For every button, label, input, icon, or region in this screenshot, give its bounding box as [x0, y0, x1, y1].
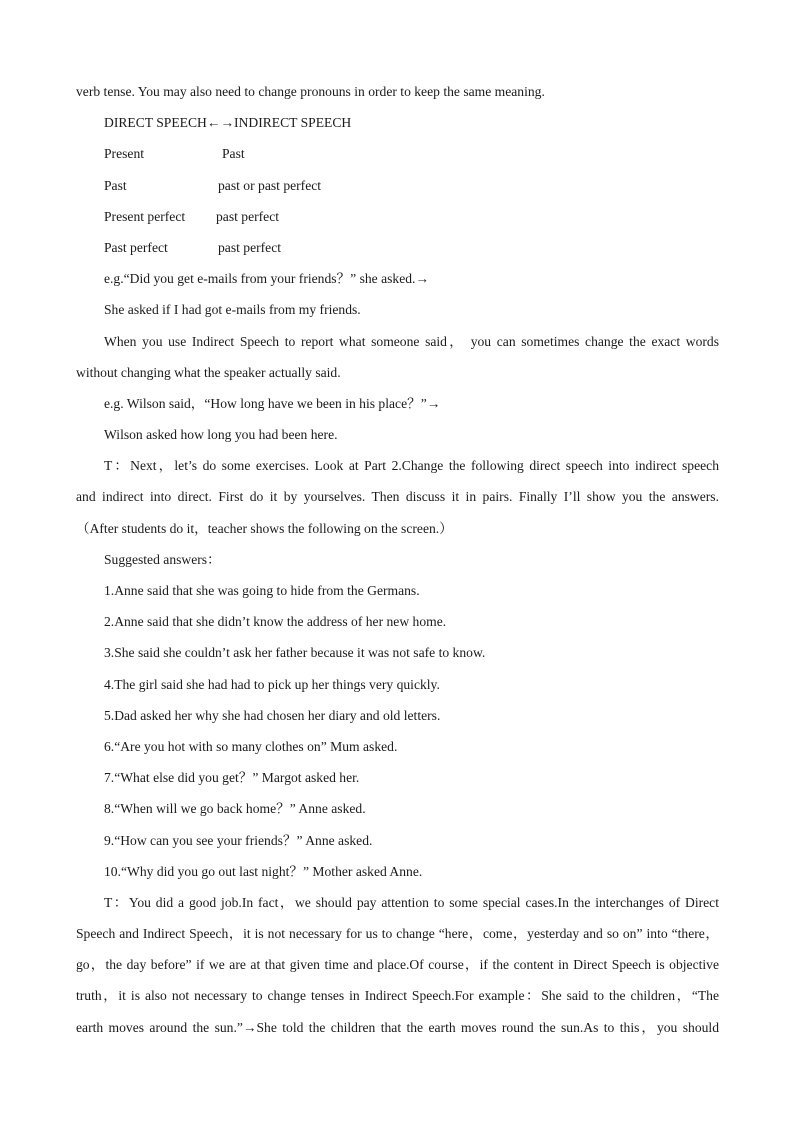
tense-indirect: past or past perfect — [218, 177, 322, 193]
tense-row — [76, 142, 719, 173]
tense-indirect: past perfect — [216, 208, 280, 224]
tense-row — [76, 205, 719, 236]
tense-direct: Present perfect — [104, 208, 186, 224]
answer-item: 7.“What else did you get？” Margot asked her. — [104, 770, 360, 786]
tense-indirect: past perfect — [218, 239, 282, 255]
answer-item: 9.“How can you see your friends？” Anne asked. — [104, 832, 373, 848]
answer-item: 6.“Are you hot with so many clothes on” Mum asked. — [104, 738, 398, 754]
paragraph-line: earth moves around the sun.”→She told the children that the earth moves round the sun.As to this，you should — [76, 1019, 719, 1035]
paragraph-line: （After students do it，teacher shows the following on the screen.） — [76, 520, 453, 536]
example-line: She asked if I had got e-mails from my friends. — [104, 302, 361, 318]
paragraph-line: without changing what the speaker actually said. — [76, 364, 341, 380]
example-line: Wilson asked how long you had been here. — [104, 427, 338, 443]
answer-item: 4.The girl said she had had to pick up her things very quickly. — [104, 676, 440, 692]
paragraph-line: verb tense. You may also need to change pronouns in order to keep the same meaning. — [76, 84, 545, 99]
paragraph-line: go，the day before” if we are at that given time and place.Of course，if the content in Direct Speech is objective — [76, 957, 719, 973]
answers-heading: Suggested answers： — [104, 551, 221, 567]
paragraph-line: When you use Indirect Speech to report what someone said， you can sometimes change the exact words — [104, 333, 719, 349]
paragraph-line: T：Next，let’s do some exercises. Look at Part 2.Change the following direct speech into indirect speech — [104, 458, 719, 474]
paragraph-line: T：You did a good job.In fact，we should pay attention to some special cases.In the interchanges of Direct — [104, 894, 719, 910]
table-heading: DIRECT SPEECH←→INDIRECT SPEECH — [104, 115, 352, 131]
answer-item: 3.She said she couldn’t ask her father because it was not safe to know. — [104, 645, 486, 661]
answer-item: 2.Anne said that she didn’t know the address of her new home. — [104, 614, 447, 630]
paragraph-line: and indirect into direct. First do it by yourselves. Then discuss it in pairs. Finally I’ll show you the answers. — [76, 489, 719, 505]
answer-item: 8.“When will we go back home？” Anne asked. — [104, 801, 366, 817]
paragraph-line: Speech and Indirect Speech，it is not necessary for us to change “here，come，yesterday and so on” into “there， — [76, 926, 719, 942]
tense-indirect: Past — [222, 146, 245, 162]
tense-row — [76, 236, 719, 267]
answer-item: 10.“Why did you go out last night？” Mother asked Anne. — [104, 863, 423, 879]
document-page — [76, 80, 719, 1047]
tense-direct: Past perfect — [104, 239, 168, 255]
tense-row — [76, 174, 719, 205]
tense-direct: Past — [104, 177, 127, 193]
example-line: e.g. Wilson said，“How long have we been in his place？”→ — [104, 395, 441, 411]
example-line: e.g.“Did you get e-mails from your friends？” she asked.→ — [104, 271, 430, 287]
paragraph-line: truth，it is also not necessary to change tenses in Indirect Speech.For example：She said to the children，“The — [76, 988, 719, 1004]
answer-item: 5.Dad asked her why she had chosen her diary and old letters. — [104, 707, 441, 723]
answer-item: 1.Anne said that she was going to hide from the Germans. — [104, 583, 420, 598]
tense-direct: Present — [104, 146, 145, 162]
